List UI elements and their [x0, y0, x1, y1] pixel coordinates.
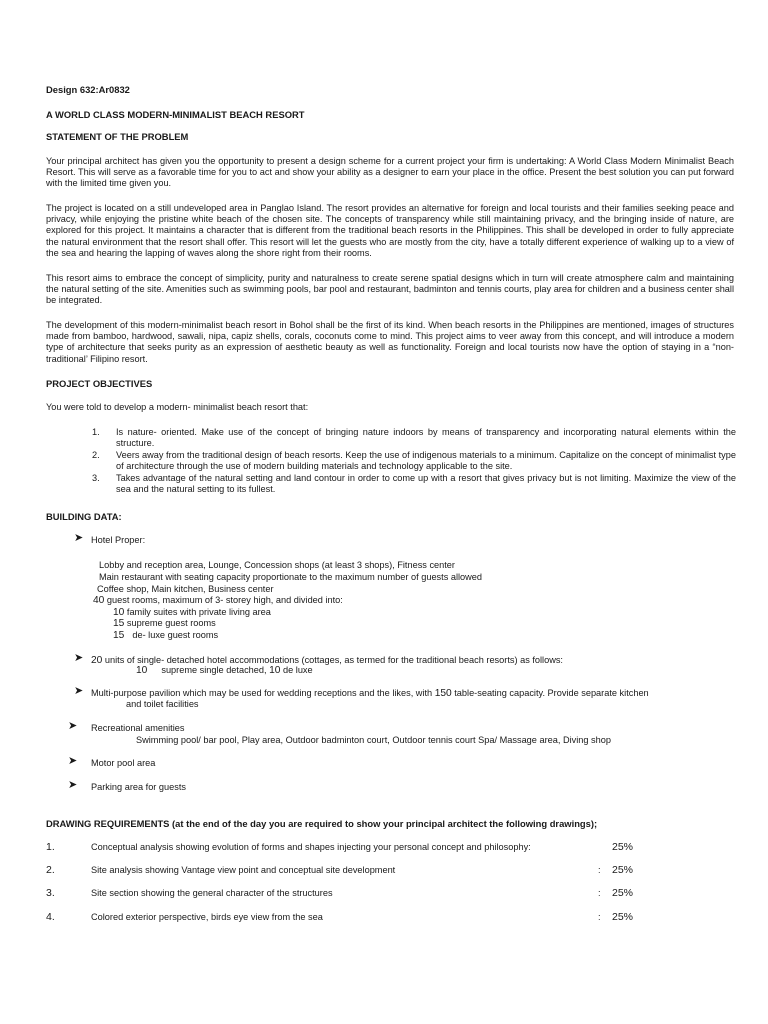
paragraph-text: The project is located on a still undeveloped area in Panglao Island. The resort provides an alternative for foreign and local tourists and their families seeking peace and privacy, while enjoying the pristine white beach of the chosen site. The concepts of transparency while still maintaining privacy, and the bringing inside of nature, are explored for this project. It maintains a character that is different from the traditional beach resorts in the Philippines. This shall be developed in order to fully appreciate the natural environment that the resort shall offer. This resort will let the guests who are mostly from the city, have a totally different experience of walking up to a view of the sea and hearing the lapping of waves along the shore right from their rooms. [46, 203, 734, 258]
objectives-heading: PROJECT OBJECTIVES [46, 378, 153, 389]
motor-pool: Motor pool area [91, 758, 156, 768]
objective-text: Takes advantage of the natural setting and land contour in order to come up with a resort that gives privacy but is not limiting. Maximize the view of the sea and the natural setting to its fullest. [116, 473, 736, 495]
drawing-text: Site analysis showing Vantage view point and conceptual site development [91, 865, 396, 875]
paragraph-text: This resort aims to embrace the concept of simplicity, purity and naturalness to create serene spatial designs which in turn will create atmosphere calm and maintaining the natural setting of the site. Amenities such as swimming pools, bar pool and restaurant, badminton and tennis courts, play area for children and a business center shall be integrated. [46, 273, 734, 306]
drawing-colon: : [598, 912, 601, 922]
drawing-heading [46, 818, 597, 830]
bullet-arrow-icon: ➤ [68, 755, 78, 767]
hotel-label: Hotel Proper: [91, 535, 146, 545]
document-title: A WORLD CLASS MODERN-MINIMALIST BEACH RESORT [46, 109, 305, 120]
hotel-line: Coffee shop, Main kitchen, Business center [97, 584, 274, 594]
drawing-heading-bold: DRAWING REQUIREMENTS [46, 818, 170, 829]
rooms-text: guest rooms, maximum of 3- storey high, and divided into: [104, 595, 343, 605]
hotel-deluxe [113, 630, 218, 641]
cottages-sub-text2: de luxe [280, 665, 313, 675]
objective-item [92, 473, 736, 495]
objective-number: 3. [92, 473, 100, 483]
recreational-text: Swimming pool/ bar pool, Play area, Outdoor badminton court, Outdoor tennis court [136, 735, 479, 745]
hotel-line: Lobby and reception area, Lounge, Concession shops (at least 3 shops), Fitness center [99, 560, 455, 570]
problem-heading: STATEMENT OF THE PROBLEM [46, 131, 189, 142]
pavilion-line [91, 688, 736, 699]
course-code: Design 632:Ar0832 [46, 84, 130, 95]
drawing-number: 1. [46, 841, 55, 853]
suites-text: family suites with private living area [124, 607, 271, 617]
paragraph-3 [46, 273, 734, 307]
objective-item [92, 450, 736, 472]
drawing-requirement-row [46, 888, 746, 900]
drawing-requirement-row [46, 912, 746, 924]
objectives-intro: You were told to develop a modern- minimalist beach resort that: [46, 402, 309, 412]
drawing-heading-rest: (at the end of the day you are required to show your principal architect the following drawings); [169, 818, 598, 829]
drawing-colon: : [598, 865, 601, 875]
drawing-percentage: 25% [612, 864, 634, 876]
paragraph-text: Your principal architect has given you the opportunity to present a design scheme for a current project your firm is undertaking: A World Class Modern Minimalist Beach Resort. This will serve as a favorable time for you to act and show your ability as a designer to earn your place in the office. Present the best solution you can put forward with the limited time given you. [46, 156, 734, 189]
recreational-label: Recreational amenities [91, 723, 185, 733]
objective-item [92, 427, 736, 449]
bullet-arrow-icon: ➤ [74, 532, 84, 544]
drawing-text: Colored exterior perspective, birds eye view from the sea [91, 912, 323, 922]
cottages-sub-count: 10 [136, 665, 148, 676]
pavilion-text-a: Multi-purpose pavilion which may be used for wedding receptions and the likes, with [91, 688, 435, 698]
recreational-list [136, 735, 611, 746]
drawing-colon: : [598, 888, 601, 898]
cottages-sub-text: supreme single detached, [161, 665, 270, 675]
paragraph-1 [46, 156, 734, 190]
bullet-arrow-icon: ➤ [74, 652, 84, 664]
hotel-rooms [93, 595, 343, 606]
pavilion-capacity: 150 [434, 688, 452, 699]
paragraph-text: The development of this modern-minimalist beach resort in Bohol shall be the first of its kind. When beach resorts in the Philippines are mentioned, images of structures made from bamboo, hardwood, sawali, nipa, capiz shells, corals, coconuts come to mind. This project aims to veer away from this concept, and will introduce a modern type of architecture that seeks purity as an expression of aesthetic beauty as well as functionality. Foreign and local tourists now have the option of staying in a “non-traditional’ Filipino resort. [46, 320, 734, 364]
cottages-text: units of single- detached hotel accommodations (cottages, as termed for the traditional beach resorts) as follows: [102, 655, 563, 665]
cottages-count: 20 [91, 655, 103, 666]
recreational-text-b: Spa/ Massage area, Diving shop [478, 735, 611, 745]
objective-text: Veers away from the traditional design of beach resorts. Keep the use of indigenous materials to a minimum. Capitalize on the concept of minimalist type of architecture through the use of modern building materials and technology applicable to the site. [116, 450, 736, 472]
supreme-count: 15 [113, 618, 125, 629]
drawing-requirement-row [46, 842, 746, 854]
parking: Parking area for guests [91, 782, 186, 792]
drawing-number: 4. [46, 911, 55, 923]
suites-count: 10 [113, 607, 125, 618]
drawing-percentage: 25% [612, 841, 634, 853]
supreme-text: supreme guest rooms [124, 618, 216, 628]
bullet-arrow-icon: ➤ [68, 779, 78, 791]
objective-number: 2. [92, 450, 100, 460]
bullet-arrow-icon: ➤ [68, 720, 78, 732]
objective-number: 1. [92, 427, 100, 437]
paragraph-4 [46, 320, 734, 365]
objective-text: Is nature- oriented. Make use of the concept of bringing nature indoors by means of transparency and incorporating natural elements within the structure. [116, 427, 736, 449]
drawing-text: Site section showing the general character of the structures [91, 888, 333, 898]
pavilion-text-b: table-seating capacity. Provide separate kitchen [451, 688, 649, 698]
deluxe-count: 15 [113, 630, 125, 641]
hotel-supreme [113, 618, 216, 629]
drawing-percentage: 25% [612, 911, 634, 923]
hotel-line: Main restaurant with seating capacity proportionate to the maximum number of guests allowed [99, 572, 483, 582]
hotel-suites [113, 607, 271, 618]
rooms-count: 40 [93, 595, 105, 606]
drawing-number: 2. [46, 864, 55, 876]
drawing-requirement-row [46, 865, 746, 877]
drawing-percentage: 25% [612, 887, 634, 899]
building-data-heading: BUILDING DATA: [46, 511, 122, 522]
pavilion-line2: and toilet facilities [126, 699, 199, 709]
cottages-sub-count2: 10 [269, 665, 281, 676]
bullet-arrow-icon: ➤ [74, 685, 84, 697]
drawing-text: Conceptual analysis showing evolution of forms and shapes injecting your personal concept and philosophy: [91, 842, 531, 852]
paragraph-2 [46, 203, 734, 259]
drawing-number: 3. [46, 887, 55, 899]
deluxe-text: de- luxe guest rooms [132, 630, 219, 640]
cottages-sub [136, 665, 313, 676]
